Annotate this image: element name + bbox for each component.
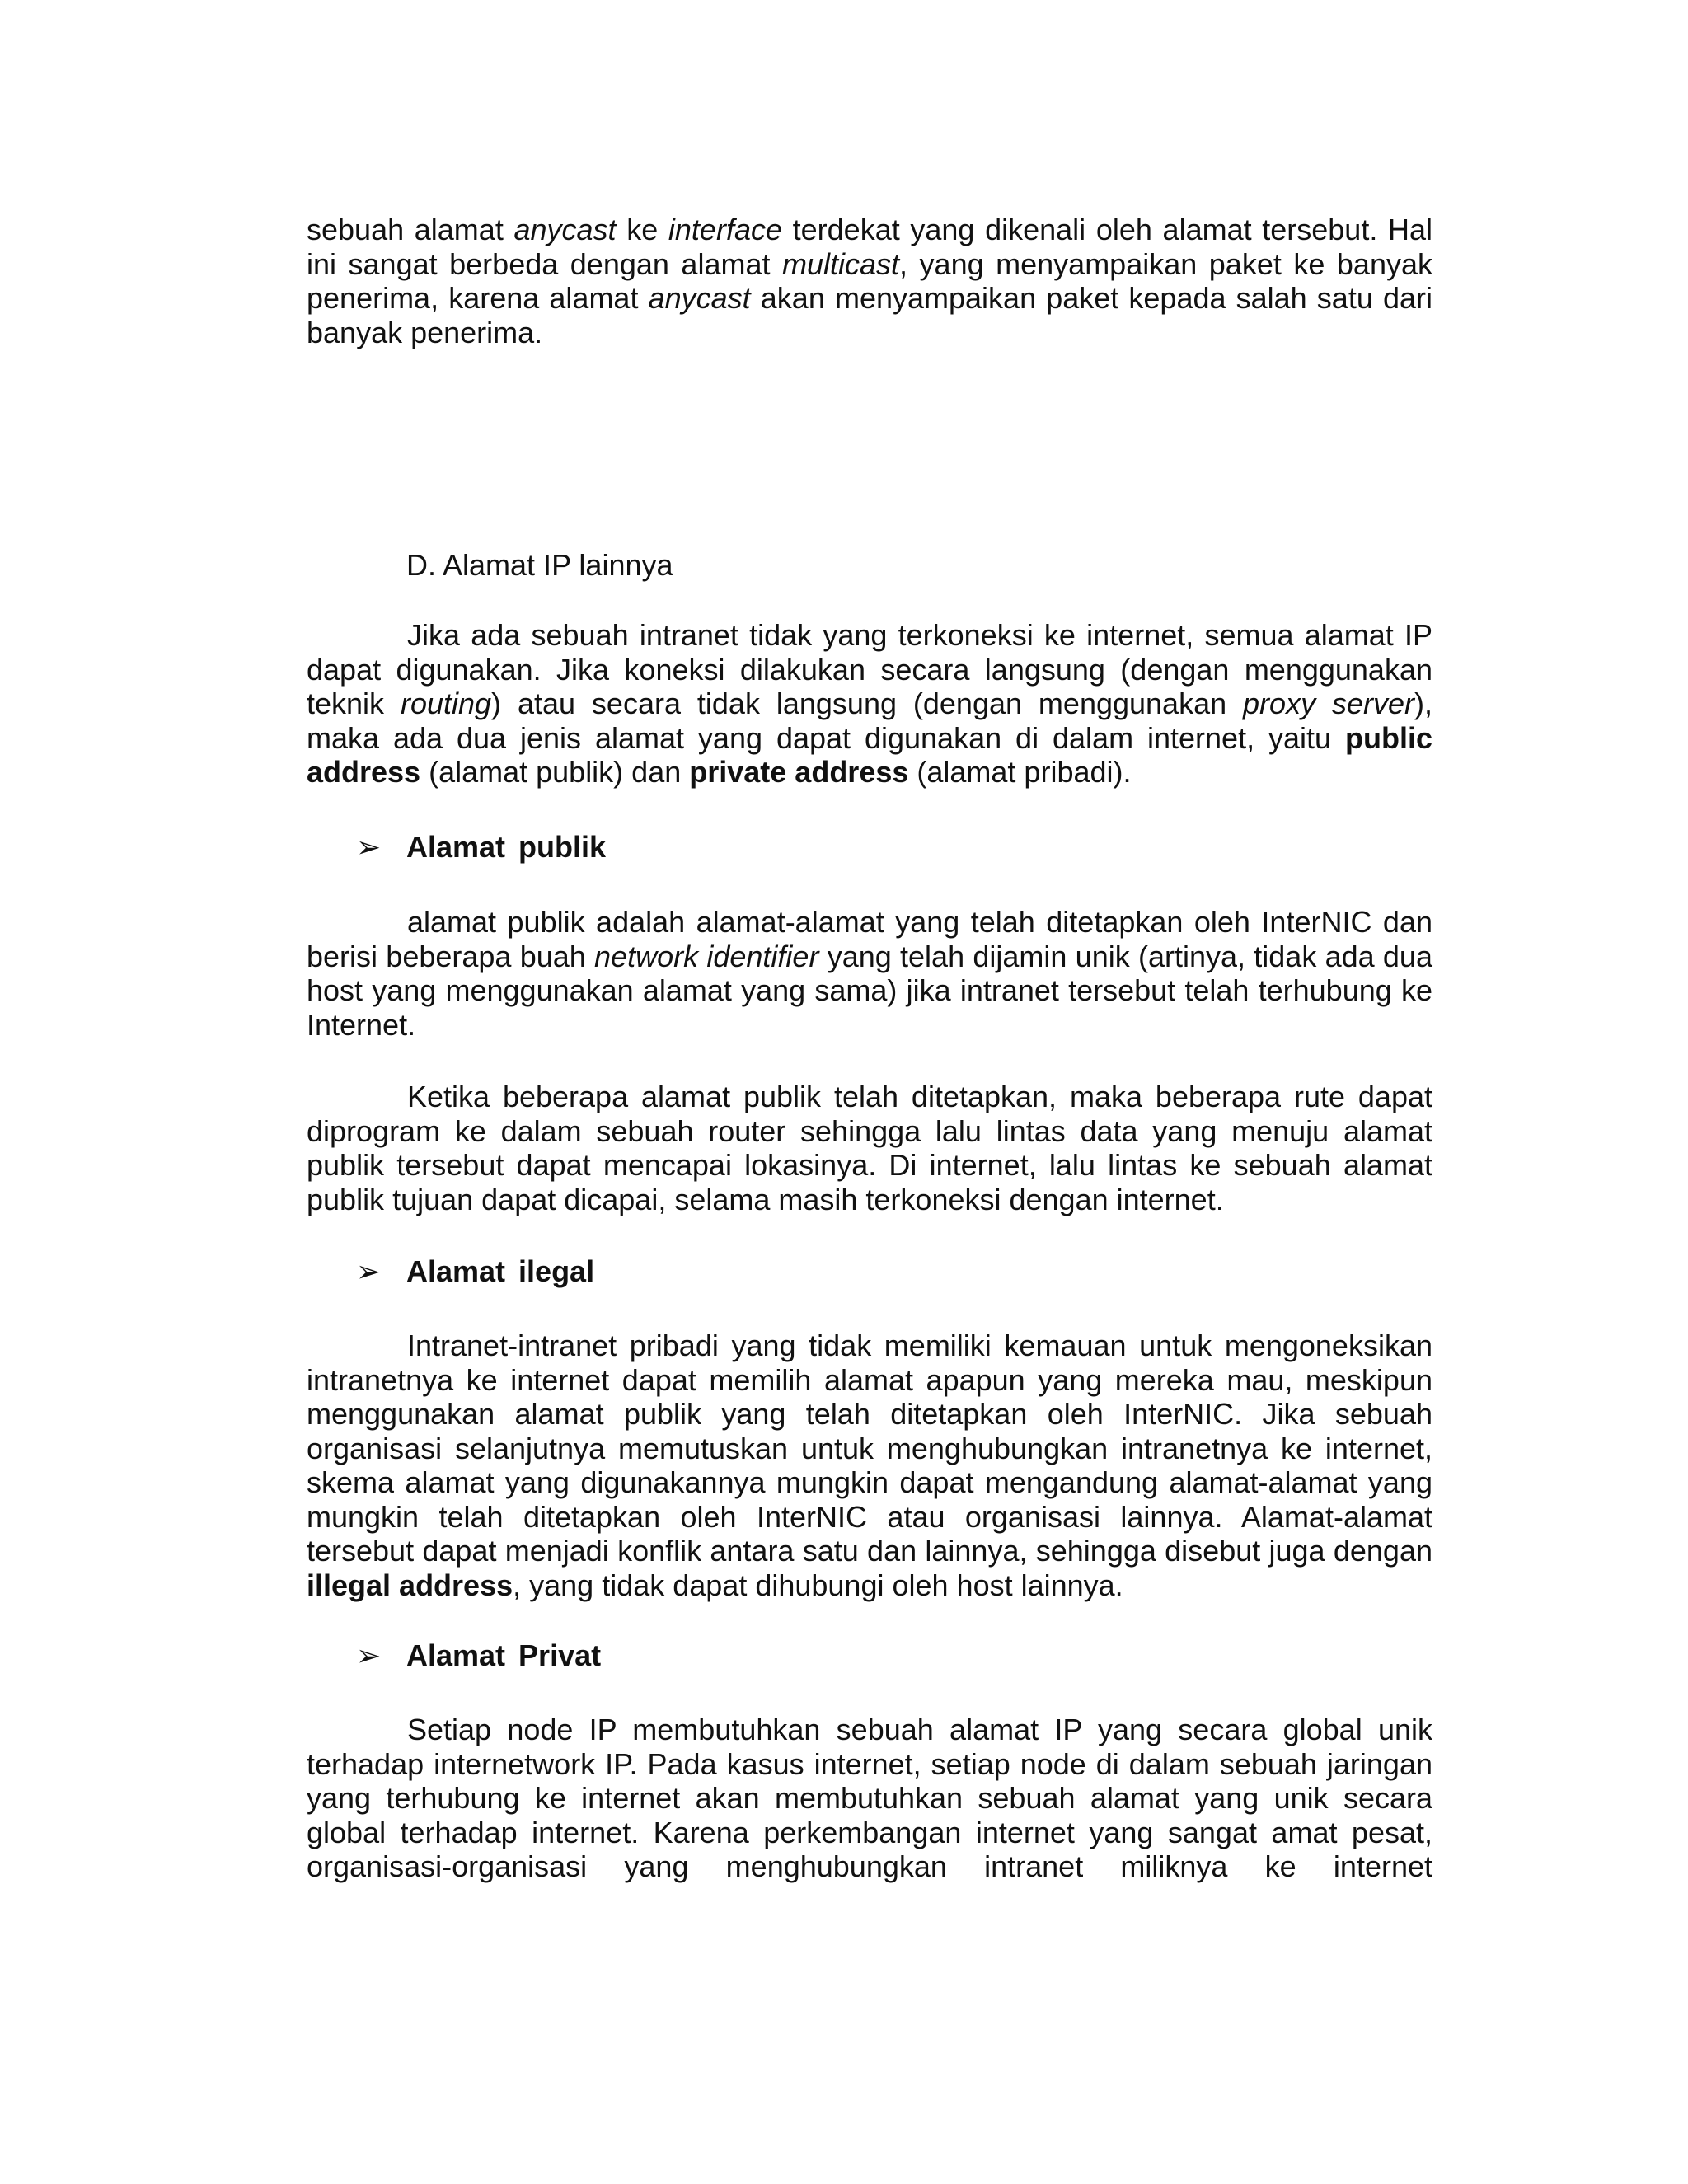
section-intro-text: Jika ada sebuah intranet tidak yang terkoneksi ke internet, semua alamat IP dapat digunakan. Jika koneksi dilakukan secara langsung (dengan menggunakan teknik: [307, 618, 1432, 720]
public-text: yang telah dijamin unik (artinya, tidak ada dua host yang menggunakan alamat yang sama) jika intranet tersebut telah terhubung ke Internet.: [307, 939, 1432, 1042]
intro-text: akan menyampaikan paket kepada salah satu dari banyak penerima.: [307, 281, 1433, 349]
intro-term-multicast: multicast: [782, 246, 900, 281]
private-paragraph: Setiap node IP membutuhkan sebuah alamat IP yang secara global unik terhadap internetwork IP. Pada kasus internet, setiap node di dalam sebuah jaringan yang terhubung ke internet akan membutuhkan sebuah alamat yang unik secara global terhadap internet. Karena perkembangan internet yang sangat amat pesat, organisasi-organisasi yang menghubungkan intranet miliknya ke internet: [307, 1713, 1432, 1883]
term-proxy-server: proxy server: [1243, 687, 1414, 720]
arrow-bullet-icon: ➢: [356, 1254, 382, 1288]
term-private-address: private address: [689, 755, 909, 789]
intro-term-anycast: anycast: [648, 281, 751, 315]
illegal-heading: Alamat ilegal: [406, 1254, 595, 1288]
section-intro-text: ), maka ada dua jenis alamat yang dapat digunakan di dalam internet, yaitu: [307, 687, 1432, 755]
illegal-text: Intranet-intranet pribadi yang tidak memiliki kemauan untuk mengoneksikan intranetnya ke internet dapat memilih alamat apapun yang mereka mau, meskipun menggunakan alamat publik yang telah ditetapkan oleh InterNIC. Jika sebuah organisasi selanjutnya memutuskan untuk menghubungkan intranetnya ke internet, skema alamat yang digunakannya mungkin dapat mengandung alamat-alamat yang mungkin telah ditetapkan oleh InterNIC atau organisasi lainnya. Alamat-alamat tersebut dapat menjadi konflik antara satu dan lainnya, sehingga disebut juga dengan: [307, 1329, 1432, 1568]
intro-text: sebuah alamat: [307, 213, 514, 246]
illegal-paragraph: [307, 1329, 1432, 1602]
intro-term-interface: interface: [668, 213, 782, 246]
term-illegal-address: illegal address: [307, 1568, 513, 1602]
section-intro-text: (alamat publik) dan: [420, 755, 690, 789]
section-intro-paragraph: [307, 618, 1432, 790]
intro-text: terdekat yang dikenali oleh alamat tersebut. Hal ini sangat berbeda dengan alamat: [307, 213, 1433, 281]
arrow-bullet-icon: ➢: [356, 1638, 382, 1672]
intro-paragraph: [307, 213, 1432, 349]
section-intro-text: (alamat pribadi).: [908, 755, 1132, 789]
term-network-identifier: network identifier: [594, 939, 819, 973]
public-paragraph-2: Ketika beberapa alamat publik telah ditetapkan, maka beberapa rute dapat diprogram ke dalam sebuah router sehingga lalu lintas data yang menuju alamat publik tersebut dapat mencapai lokasinya. Di internet, lalu lintas ke sebuah alamat publik tujuan dapat dicapai, selama masih terkoneksi dengan internet.: [307, 1080, 1432, 1216]
public-paragraph-1: [307, 905, 1432, 1042]
public-text: alamat publik adalah alamat-alamat yang telah ditetapkan oleh InterNIC dan berisi beberapa buah: [307, 905, 1432, 973]
intro-text: , yang menyampaikan paket ke banyak penerima, karena alamat: [307, 246, 1432, 315]
illegal-text: , yang tidak dapat dihubungi oleh host lainnya.: [513, 1568, 1123, 1602]
term-routing: routing: [400, 687, 492, 720]
section-intro-text: ) atau secara tidak langsung (dengan menggunakan: [491, 687, 1244, 720]
term-public-address: public address: [307, 720, 1432, 789]
intro-term-anycast: anycast: [513, 213, 617, 246]
intro-text: ke: [616, 213, 668, 246]
private-heading: Alamat Privat: [406, 1638, 602, 1672]
section-heading: D. Alamat IP lainnya: [406, 548, 673, 582]
public-heading: Alamat publik: [406, 830, 607, 864]
arrow-bullet-icon: ➢: [356, 830, 382, 864]
